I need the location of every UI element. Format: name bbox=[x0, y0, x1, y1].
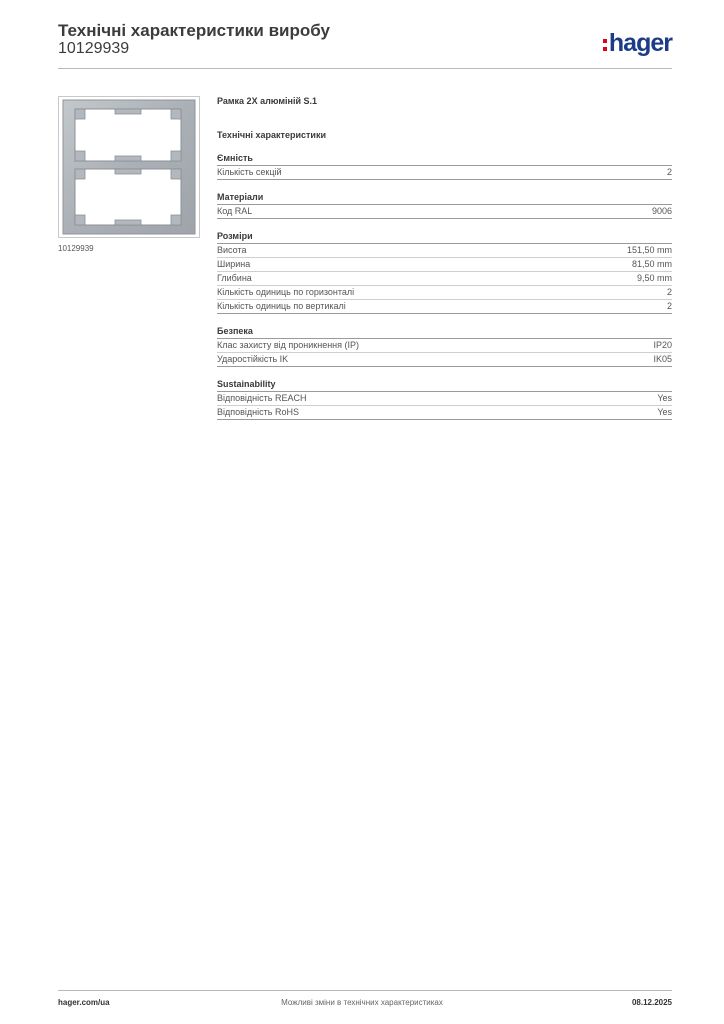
spec-row bbox=[217, 286, 672, 300]
spec-row bbox=[217, 406, 672, 420]
product-code: 10129939 bbox=[58, 40, 130, 57]
spec-label: Відповідність REACH bbox=[217, 393, 307, 403]
spec-label: Кількість одиниць по вертикалі bbox=[217, 301, 346, 311]
spec-value: 9,50 mm bbox=[636, 273, 672, 283]
footer-divider bbox=[58, 990, 672, 991]
product-image bbox=[58, 96, 200, 238]
spec-value: 151,50 mm bbox=[626, 245, 672, 255]
specs-heading: Технічні характеристики bbox=[217, 130, 326, 140]
spec-section bbox=[217, 191, 672, 219]
spec-row bbox=[217, 258, 672, 272]
spec-label: Відповідність RoHS bbox=[217, 407, 299, 417]
section-title: Ємність bbox=[217, 152, 672, 166]
product-name: Рамка 2X алюміній S.1 bbox=[217, 96, 317, 106]
section-title: Матеріали bbox=[217, 191, 672, 205]
spec-label: Кількість секцій bbox=[217, 167, 282, 177]
spec-row bbox=[217, 166, 672, 180]
section-title: Розміри bbox=[217, 230, 672, 244]
hager-logo bbox=[603, 30, 672, 56]
spec-label: Клас захисту від проникнення (IP) bbox=[217, 340, 360, 350]
spec-section bbox=[217, 230, 672, 314]
spec-section bbox=[217, 378, 672, 420]
spec-row bbox=[217, 339, 672, 353]
footer-website-link[interactable]: hager.com/ua bbox=[58, 998, 110, 1007]
section-title: Sustainability bbox=[217, 378, 672, 392]
spec-row bbox=[217, 392, 672, 406]
spec-label: Ширина bbox=[217, 259, 251, 269]
spec-label: Кількість одиниць по горизонталі bbox=[217, 287, 355, 297]
logo-text: hager bbox=[608, 29, 672, 57]
spec-value: 2 bbox=[666, 167, 672, 177]
spec-value: Yes bbox=[657, 407, 672, 417]
page-title: Технічні характеристики виробу bbox=[58, 21, 330, 40]
spec-value: 2 bbox=[666, 301, 672, 311]
footer-date: 08.12.2025 bbox=[631, 998, 672, 1007]
spec-label: Глибина bbox=[217, 273, 252, 283]
spec-row bbox=[217, 244, 672, 258]
image-caption: 10129939 bbox=[58, 244, 94, 253]
spec-value: IP20 bbox=[653, 340, 672, 350]
spec-row bbox=[217, 353, 672, 367]
footer-note: Можливі зміни в технічних характеристиках bbox=[281, 998, 443, 1007]
logo-dots-icon bbox=[603, 39, 607, 51]
spec-row bbox=[217, 272, 672, 286]
spec-value: IK05 bbox=[653, 354, 672, 364]
spec-value: 2 bbox=[666, 287, 672, 297]
section-title: Безпека bbox=[217, 325, 672, 339]
spec-row bbox=[217, 300, 672, 314]
spec-row bbox=[217, 205, 672, 219]
spec-value: Yes bbox=[657, 393, 672, 403]
spec-sheet bbox=[217, 95, 672, 420]
spec-section bbox=[217, 325, 672, 367]
spec-value: 9006 bbox=[651, 206, 672, 216]
spec-label: Код RAL bbox=[217, 206, 253, 216]
spec-label: Висота bbox=[217, 245, 247, 255]
frame-2x-icon bbox=[59, 97, 199, 237]
spec-section bbox=[217, 152, 672, 180]
header-divider bbox=[58, 68, 672, 69]
spec-value: 81,50 mm bbox=[631, 259, 672, 269]
spec-label: Ударостійкість IK bbox=[217, 354, 289, 364]
